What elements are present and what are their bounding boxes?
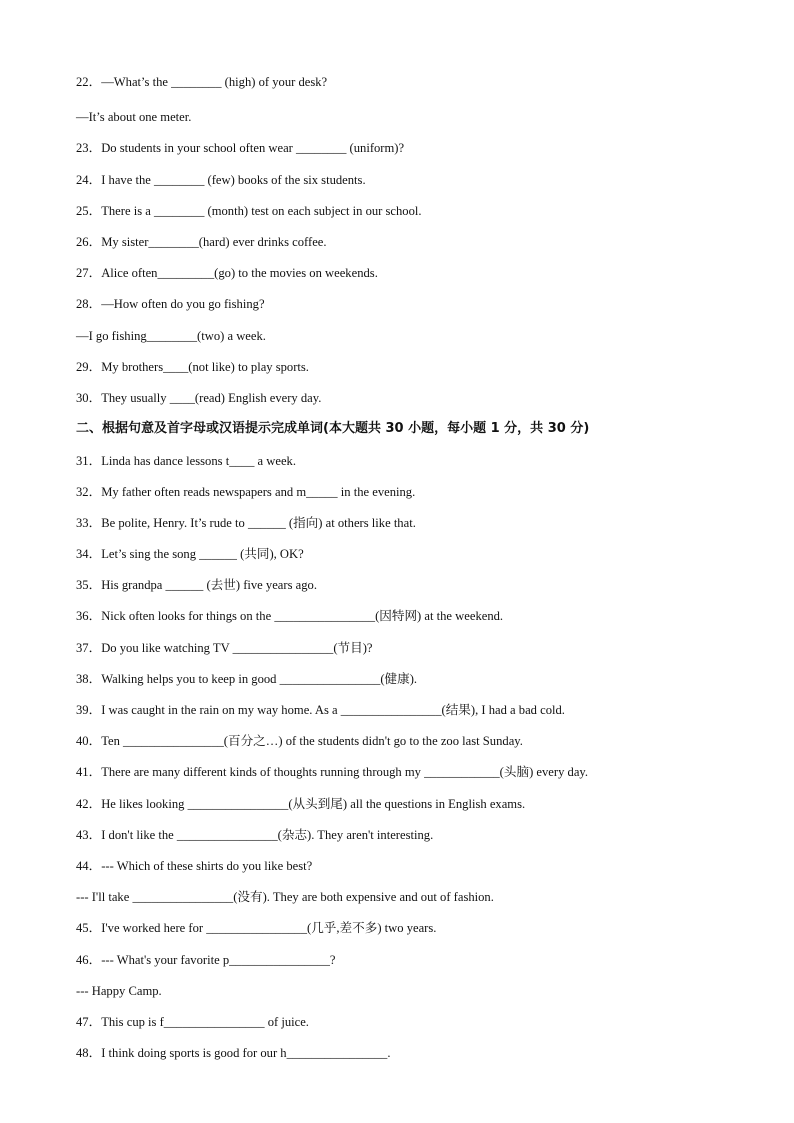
question-30: 30．They usually ____(read) English every day. (76, 391, 322, 405)
question-38: 38．Walking helps you to keep in good ________________(健康). (76, 672, 418, 686)
question-31: 31．Linda has dance lessons t____ a week. (76, 454, 296, 468)
question-48: 48．I think doing sports is good for our h________________. (76, 1046, 391, 1060)
question-46: 46．--- What's your favorite p________________? (76, 953, 336, 967)
question-33: 33．Be polite, Henry. It’s rude to ______ (指向) at others like that. (76, 516, 416, 530)
question-45: 45．I've worked here for ________________(几乎,差不多) two years. (76, 921, 437, 935)
question-37: 37．Do you like watching TV ________________(节目)? (76, 641, 373, 655)
question-22: 22．—What’s the ________ (high) of your desk? (76, 75, 328, 89)
question-36: 36．Nick often looks for things on the ________________(因特网) at the weekend. (76, 609, 504, 623)
question-40: 40．Ten ________________(百分之…) of the students didn't go to the zoo last Sunday. (76, 734, 523, 748)
question-32: 32．My father often reads newspapers and m_____ in the evening. (76, 485, 416, 499)
question-25: 25．There is a ________ (month) test on each subject in our school. (76, 204, 422, 218)
question-47: 47．This cup is f________________ of juice. (76, 1015, 309, 1029)
question-26: 26．My sister________(hard) ever drinks coffee. (76, 235, 327, 249)
question-41: 41．There are many different kinds of thoughts running through my ____________(头脑) every day. (76, 765, 589, 779)
question-23: 23．Do students in your school often wear ________ (uniform)? (76, 141, 405, 155)
answer-46: --- Happy Camp. (76, 984, 162, 998)
question-42: 42．He likes looking ________________(从头到尾) all the questions in English exams. (76, 797, 526, 811)
question-27: 27．Alice often_________(go) to the movies on weekends. (76, 266, 378, 280)
question-34: 34．Let’s sing the song ______ (共同), OK? (76, 547, 304, 561)
question-28: 28．—How often do you go fishing? (76, 297, 265, 311)
question-24: 24．I have the ________ (few) books of the six students. (76, 173, 366, 187)
question-44: 44．--- Which of these shirts do you like best? (76, 859, 313, 873)
answer-28: —I go fishing________(two) a week. (76, 329, 266, 343)
section-heading: 二、根据句意及首字母或汉语提示完成单词(本大题共 30 小题，每小题 1 分，共 30 分) (76, 421, 590, 436)
question-29: 29．My brothers____(not like) to play sports. (76, 360, 309, 374)
question-43: 43．I don't like the ________________(杂志). They aren't interesting. (76, 828, 434, 842)
question-39: 39．I was caught in the rain on my way home. As a ________________(结果), I had a bad cold. (76, 703, 565, 717)
question-35: 35．His grandpa ______ (去世) five years ago. (76, 578, 317, 592)
answer-22: —It’s about one meter. (76, 110, 192, 124)
answer-44: --- I'll take ________________(没有). They are both expensive and out of fashion. (76, 890, 494, 904)
